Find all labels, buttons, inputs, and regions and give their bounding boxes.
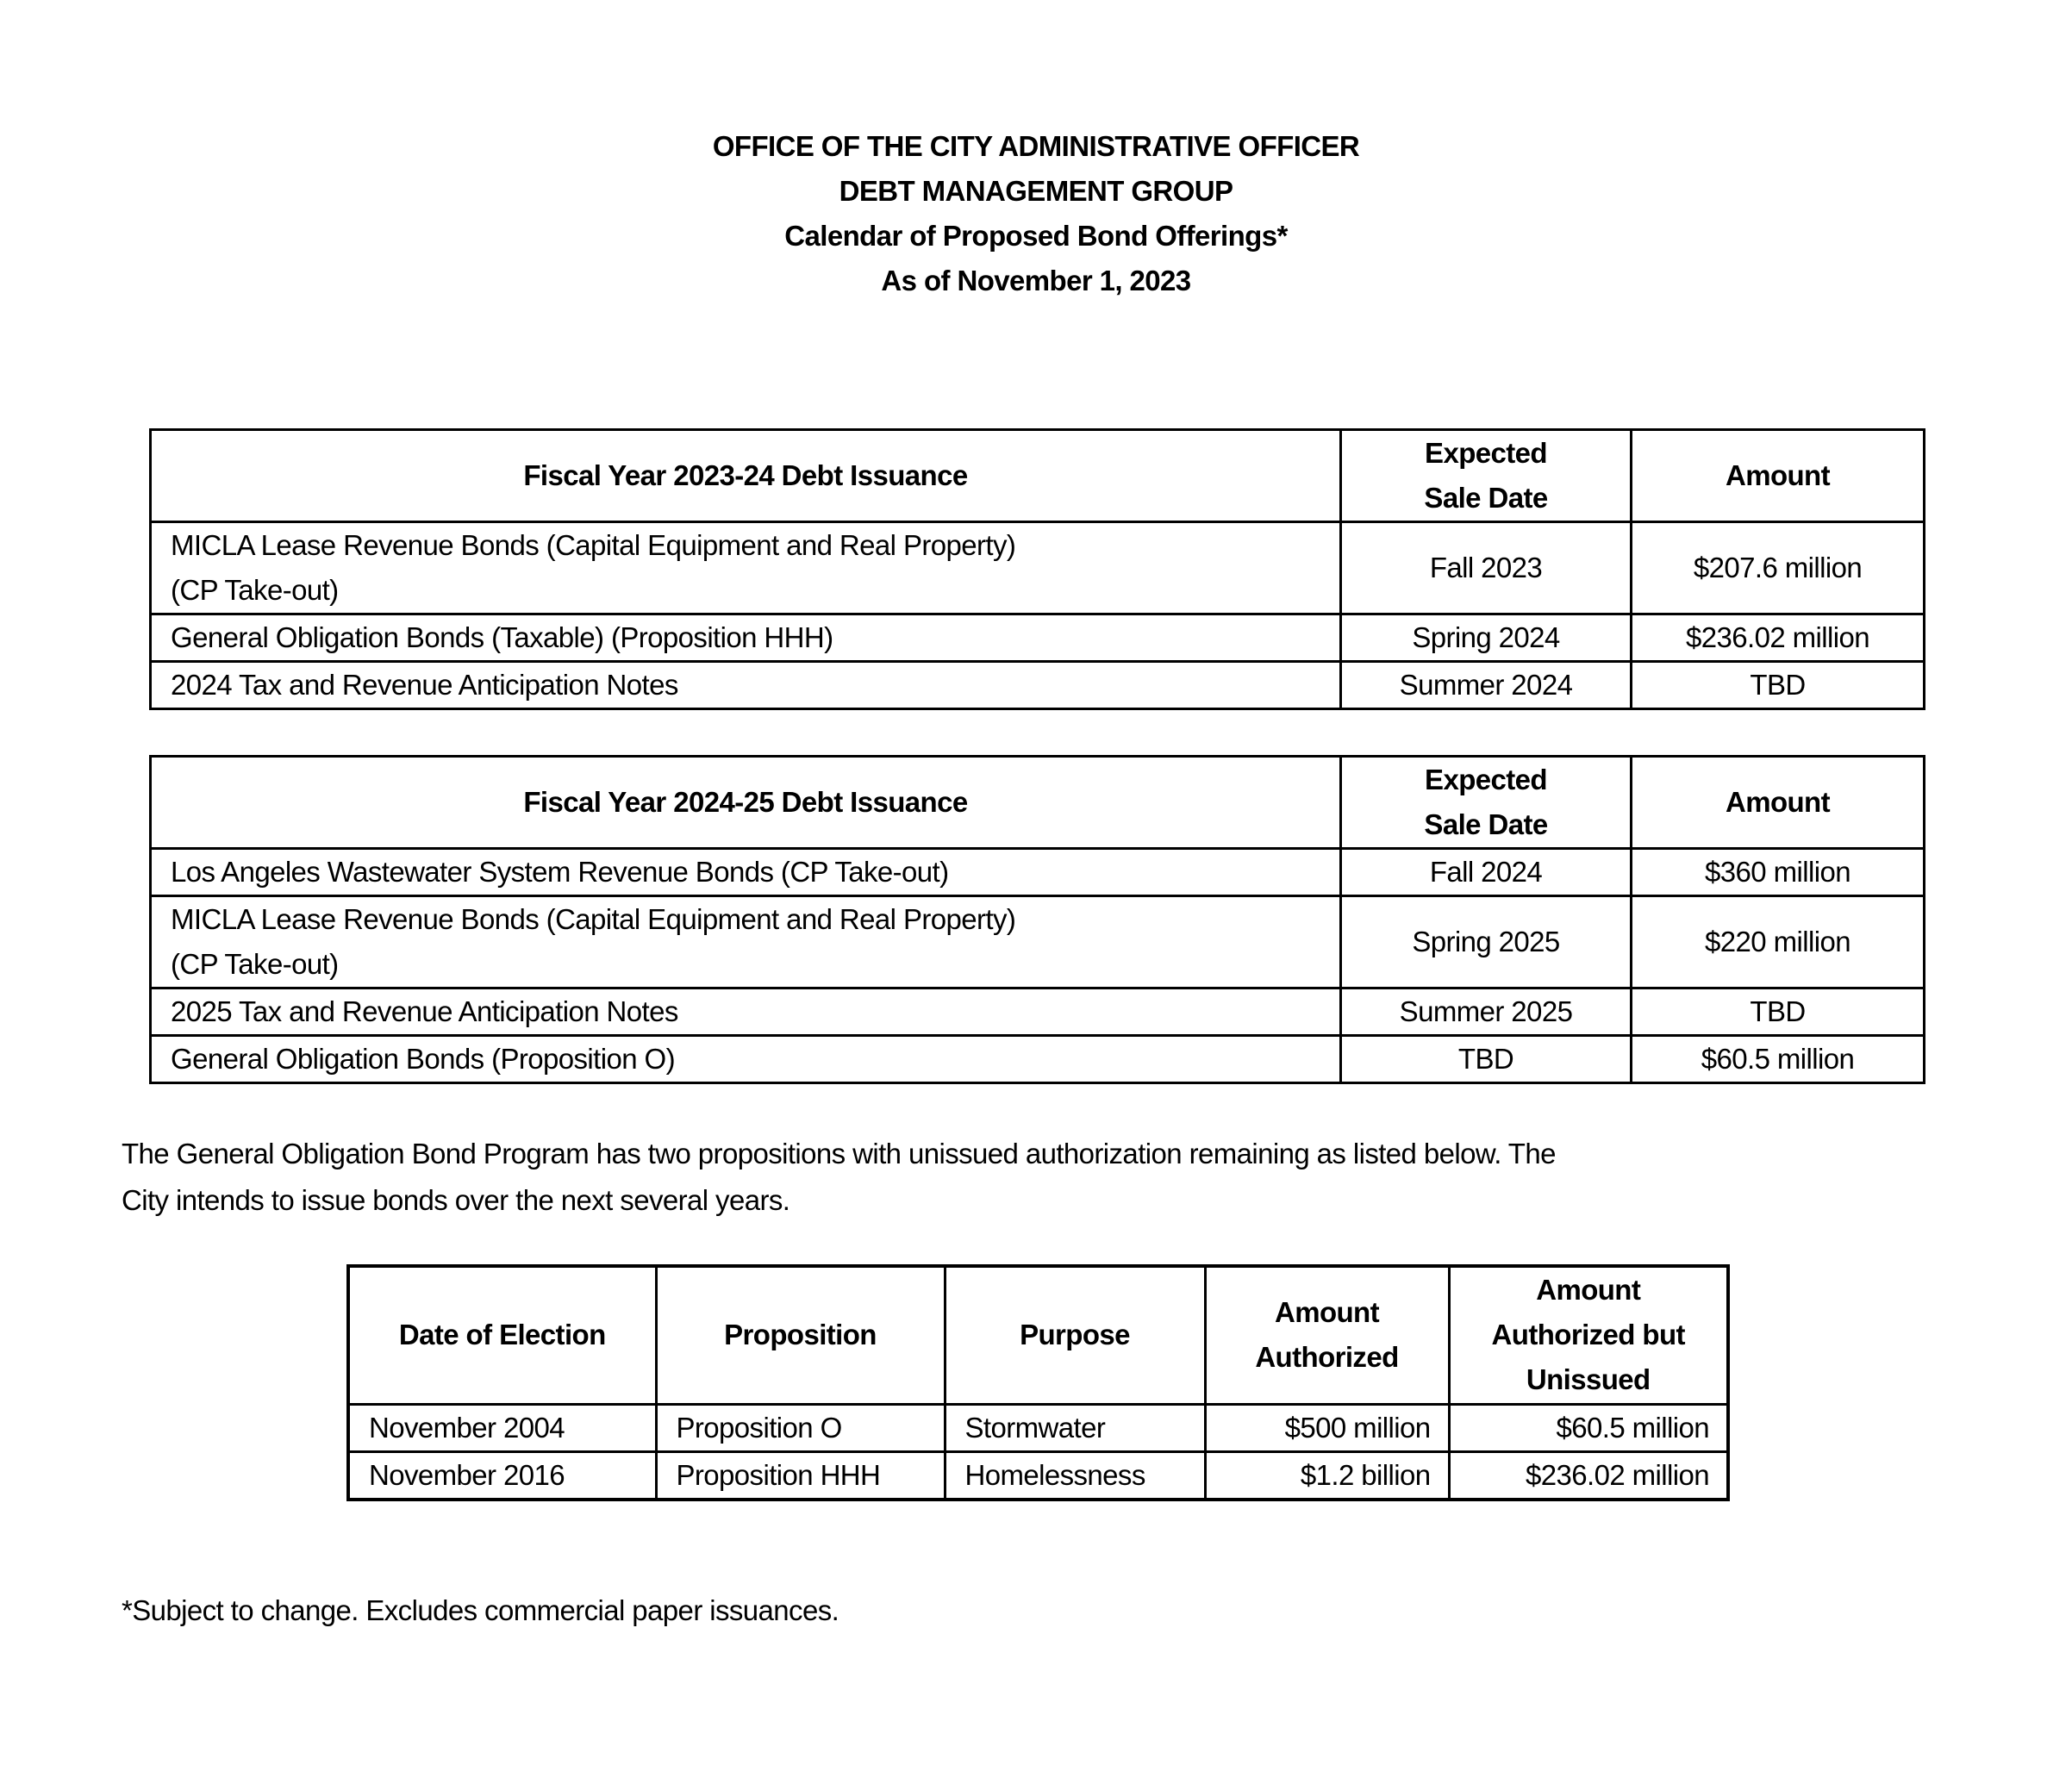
- purpose-cell: Homelessness: [945, 1451, 1205, 1500]
- issuance-l1: MICLA Lease Revenue Bonds (Capital Equipment and Real Property): [171, 903, 1016, 935]
- table-row: [151, 522, 1925, 614]
- issuance-cell: 2024 Tax and Revenue Anticipation Notes: [151, 662, 1341, 709]
- issuance-cell: [151, 522, 1341, 614]
- col-sale-date: [1341, 430, 1632, 522]
- table-header-row: [348, 1266, 1728, 1404]
- col-sale-date: [1341, 757, 1632, 849]
- proposition-cell: Proposition HHH: [656, 1451, 945, 1500]
- sale-date-cell: Spring 2024: [1341, 614, 1632, 662]
- table-header-row: [151, 757, 1925, 849]
- paragraph-line1: The General Obligation Bond Program has two propositions with unissued authorization remaining as listed below. The: [122, 1138, 1556, 1169]
- col-amount-authorized-l1: Amount: [1274, 1296, 1380, 1329]
- header-office: OFFICE OF THE CITY ADMINISTRATIVE OFFICER: [712, 130, 1360, 162]
- header-title: Calendar of Proposed Bond Offerings*: [784, 220, 1288, 252]
- go-program-paragraph: [122, 1131, 1932, 1224]
- sale-date-cell: Fall 2024: [1341, 849, 1632, 896]
- sale-date-cell: TBD: [1341, 1036, 1632, 1083]
- amount-cell: TBD: [1632, 989, 1925, 1036]
- issuance-l2: (CP Take-out): [171, 574, 339, 606]
- col-issuance: Fiscal Year 2023-24 Debt Issuance: [151, 430, 1341, 522]
- col-sale-date-l1: Expected: [1425, 764, 1547, 795]
- col-amount: Amount: [1632, 757, 1925, 849]
- sale-date-cell: Summer 2024: [1341, 662, 1632, 709]
- col-date-of-election: Date of Election: [348, 1266, 656, 1404]
- amount-cell: TBD: [1632, 662, 1925, 709]
- col-unissued-l3: Unissued: [1526, 1363, 1651, 1396]
- issuance-cell: General Obligation Bonds (Proposition O): [151, 1036, 1341, 1083]
- sale-date-cell: Fall 2023: [1341, 522, 1632, 614]
- col-proposition: Proposition: [656, 1266, 945, 1404]
- issuance-cell: [151, 896, 1341, 989]
- amount-cell: $60.5 million: [1632, 1036, 1925, 1083]
- issuance-l1: MICLA Lease Revenue Bonds (Capital Equipment and Real Property): [171, 529, 1016, 561]
- sale-date-cell: Summer 2025: [1341, 989, 1632, 1036]
- col-unissued-l2: Authorized but: [1491, 1319, 1685, 1351]
- date-cell: November 2004: [348, 1404, 656, 1451]
- amount-cell: $207.6 million: [1632, 522, 1925, 614]
- sale-date-cell: Spring 2025: [1341, 896, 1632, 989]
- table-row: [348, 1451, 1728, 1500]
- table-row: [151, 989, 1925, 1036]
- table-row: [151, 614, 1925, 662]
- col-purpose: Purpose: [945, 1266, 1205, 1404]
- amount-cell: $220 million: [1632, 896, 1925, 989]
- table-row: [348, 1404, 1728, 1451]
- unissued-cell: $60.5 million: [1449, 1404, 1728, 1451]
- col-amount-unissued: [1449, 1266, 1728, 1404]
- header-group: DEBT MANAGEMENT GROUP: [839, 175, 1233, 207]
- paragraph-line2: City intends to issue bonds over the next several years.: [122, 1184, 790, 1216]
- issuance-cell: 2025 Tax and Revenue Anticipation Notes: [151, 989, 1341, 1036]
- table-row: [151, 849, 1925, 896]
- footnote: *Subject to change. Excludes commercial paper issuances.: [122, 1594, 839, 1626]
- col-amount-authorized: [1205, 1266, 1449, 1404]
- fy2024-25-table: [149, 755, 1925, 1084]
- col-sale-date-l1: Expected: [1425, 437, 1547, 469]
- col-amount: Amount: [1632, 430, 1925, 522]
- purpose-cell: Stormwater: [945, 1404, 1205, 1451]
- issuance-l2: (CP Take-out): [171, 948, 339, 980]
- unissued-cell: $236.02 million: [1449, 1451, 1728, 1500]
- fy2023-24-table: [149, 428, 1925, 710]
- table-row: [151, 662, 1925, 709]
- authorized-cell: $500 million: [1205, 1404, 1449, 1451]
- table-header-row: [151, 430, 1925, 522]
- issuance-cell: Los Angeles Wastewater System Revenue Bonds (CP Take-out): [151, 849, 1341, 896]
- go-authorization-table: [346, 1264, 1730, 1501]
- issuance-cell: General Obligation Bonds (Taxable) (Proposition HHH): [151, 614, 1341, 662]
- date-cell: November 2016: [348, 1451, 656, 1500]
- amount-cell: $360 million: [1632, 849, 1925, 896]
- amount-cell: $236.02 million: [1632, 614, 1925, 662]
- col-unissued-l1: Amount: [1536, 1274, 1641, 1307]
- table-row: [151, 896, 1925, 989]
- header-date: As of November 1, 2023: [881, 265, 1191, 296]
- col-amount-authorized-l2: Authorized: [1255, 1341, 1399, 1374]
- authorized-cell: $1.2 billion: [1205, 1451, 1449, 1500]
- proposition-cell: Proposition O: [656, 1404, 945, 1451]
- table-row: [151, 1036, 1925, 1083]
- col-issuance: Fiscal Year 2024-25 Debt Issuance: [151, 757, 1341, 849]
- col-sale-date-l2: Sale Date: [1424, 808, 1548, 840]
- col-sale-date-l2: Sale Date: [1424, 482, 1548, 514]
